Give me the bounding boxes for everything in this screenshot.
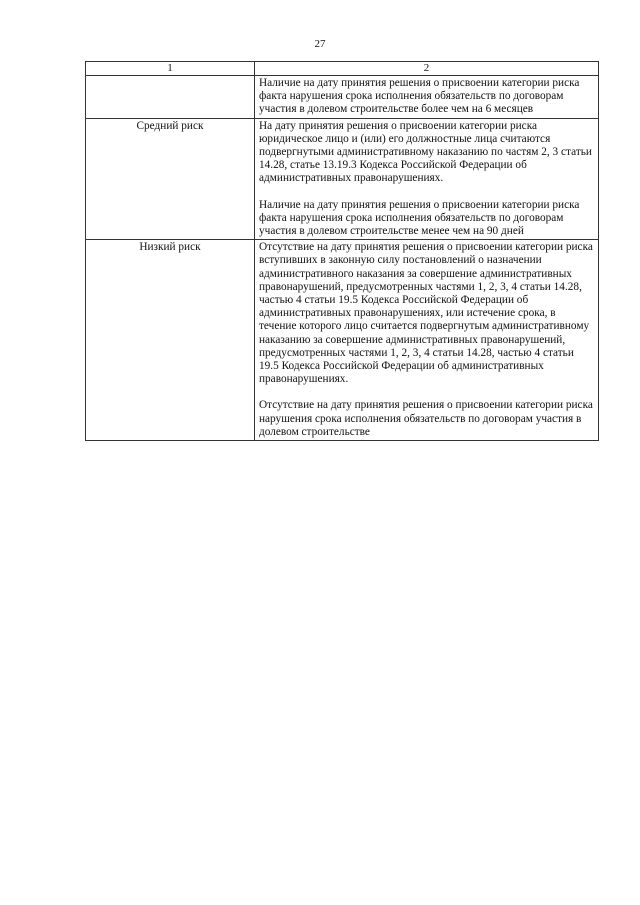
column-header-2: 2 bbox=[254, 62, 598, 76]
criteria-paragraph: Отсутствие на дату принятия решения о присвоении категории риска нарушения срока исполнения обязательств по договорам участия в долевом строительстве bbox=[258, 399, 593, 438]
criteria-paragraph: На дату принятия решения о присвоении категории риска юридическое лицо и (или) его должностные лица считаются подвергнутыми административному наказанию по частям 2, 3 статьи 14.28, статье 13.19.3 Кодекса Российской Федерации об административных правонарушениях. bbox=[258, 119, 592, 185]
page-number: 27 bbox=[314, 38, 326, 50]
criteria-cell bbox=[254, 118, 598, 240]
criteria-paragraph: Наличие на дату принятия решения о присвоении категории риска факта нарушения срока исполнения обязательств по договорам участия в долевом строительстве более чем на 6 месяцев bbox=[258, 77, 580, 116]
risk-category-table bbox=[85, 61, 599, 441]
criteria-paragraph: Отсутствие на дату принятия решения о присвоении категории риска вступивших в законную силу постановлений о назначении административного наказания за совершение административных правонарушений, предусмотренных частями 1, 2, 3, 4 статьи 14.28, частью 4 статьи 19.5 Кодекса Российской Федерации об административных правонарушениях, или истечение срока, в течение которого лицо считается подвергнутым административному наказанию за совершение административных правонарушений, предусмотренных частями 1, 2, 3, 4 статьи 14.28, частью 4 статьи 19.5 Кодекса Российской Федерации об административных правонарушениях. bbox=[258, 241, 593, 386]
criteria-cell bbox=[254, 76, 598, 119]
criteria-paragraph: Наличие на дату принятия решения о присвоении категории риска факта нарушения срока исполнения обязательств по договорам участия в долевом строительстве менее чем на 90 дней bbox=[258, 198, 580, 238]
table-row bbox=[86, 240, 599, 441]
criteria-cell bbox=[254, 240, 598, 441]
table-row bbox=[86, 118, 599, 240]
table-row bbox=[86, 76, 599, 119]
risk-category-cell bbox=[86, 76, 255, 119]
risk-category-cell: Средний риск bbox=[86, 118, 255, 240]
risk-category-cell: Низкий риск bbox=[86, 240, 255, 441]
table-header-row bbox=[86, 62, 599, 76]
column-header-1: 1 bbox=[86, 62, 255, 76]
